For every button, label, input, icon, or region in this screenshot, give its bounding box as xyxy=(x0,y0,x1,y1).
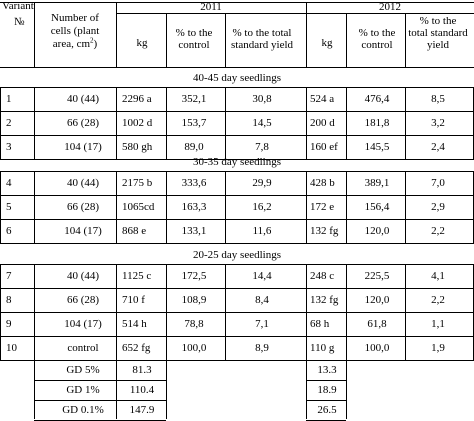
column-divider xyxy=(306,87,307,159)
cell-number-of-cells: 104 (17) xyxy=(64,225,102,237)
cell-pct-standard-2012: 2,9 xyxy=(431,201,445,213)
cell-number-of-cells: 104 (17) xyxy=(64,141,102,153)
cell-kg-2012: 160 ef xyxy=(310,141,338,153)
cell-kg-2011: 710 f xyxy=(122,294,145,306)
column-divider xyxy=(116,264,117,360)
cell-pct-standard-2011: 29,9 xyxy=(252,177,272,189)
gd-value-2011: 81.3 xyxy=(132,364,152,376)
cell-kg-2012: 200 d xyxy=(310,117,335,129)
cell-pct-standard-2011: 16,2 xyxy=(252,201,272,213)
header-divider xyxy=(346,13,347,67)
cell-number-of-cells: 40 (44) xyxy=(66,93,100,105)
gd-border xyxy=(166,360,167,419)
cell-pct-control-2011: 89,0 xyxy=(184,141,204,153)
column-divider xyxy=(225,87,226,159)
row-rule xyxy=(0,111,474,112)
gd-border xyxy=(116,360,117,419)
cell-pct-standard-2011: 7,8 xyxy=(255,141,269,153)
cell-variant: 1 xyxy=(6,93,12,105)
cell-variant: 3 xyxy=(6,141,12,153)
column-divider xyxy=(346,171,347,243)
row-border xyxy=(0,87,1,159)
cell-number-of-cells: 104 (17) xyxy=(64,318,102,330)
header-top-rule xyxy=(0,2,474,3)
column-divider xyxy=(225,171,226,243)
cell-kg-2011: 580 gh xyxy=(122,141,153,153)
column-divider xyxy=(405,264,406,360)
header-year-2012: 2012 xyxy=(379,1,401,13)
gd-rule xyxy=(34,380,166,381)
row-rule xyxy=(0,219,474,220)
header-kg-2012: kg xyxy=(321,37,333,49)
cell-variant: 5 xyxy=(6,201,12,213)
gd-border xyxy=(306,360,307,419)
cell-variant: 10 xyxy=(6,342,17,354)
column-divider xyxy=(166,171,167,243)
header-pct-standard-2012: total standard xyxy=(408,27,468,39)
cell-kg-2012: 132 fg xyxy=(310,225,339,237)
row-rule xyxy=(0,195,474,196)
header-divider xyxy=(225,13,226,67)
cell-pct-control-2012: 225,5 xyxy=(364,270,390,282)
header-cells-unit: area, cm xyxy=(52,38,91,50)
cell-variant: 7 xyxy=(6,270,12,282)
header-pct-standard-2012: % to the xyxy=(419,15,457,27)
cell-pct-control-2011: 133,1 xyxy=(181,225,207,237)
cell-pct-control-2011: 163,3 xyxy=(181,201,207,213)
header-divider xyxy=(405,13,406,67)
cell-kg-2012: 110 g xyxy=(310,342,335,354)
column-divider xyxy=(34,171,35,243)
section-top-rule xyxy=(0,171,474,172)
row-border xyxy=(0,171,1,243)
column-divider xyxy=(34,264,35,360)
gd-value-2012: 26.5 xyxy=(317,404,337,416)
cell-pct-standard-2012: 3,2 xyxy=(431,117,445,129)
header-cells-line-3 xyxy=(52,36,98,50)
cell-pct-control-2012: 181,8 xyxy=(364,117,390,129)
column-divider xyxy=(306,264,307,360)
gd-rule xyxy=(306,380,346,381)
cell-pct-control-2012: 61,8 xyxy=(367,318,387,330)
cell-pct-control-2011: 172,5 xyxy=(181,270,207,282)
header-variant: Variant xyxy=(2,0,34,12)
cell-kg-2011: 1002 d xyxy=(122,117,153,129)
cell-pct-control-2011: 333,6 xyxy=(181,177,207,189)
gd-rule xyxy=(34,400,166,401)
column-divider xyxy=(116,171,117,243)
gd-value-2012: 18.9 xyxy=(317,384,337,396)
gd-value-2011: 110.4 xyxy=(129,384,155,396)
header-year-2011: 2011 xyxy=(200,1,222,13)
row-rule xyxy=(0,135,474,136)
column-divider xyxy=(116,87,117,159)
cell-pct-control-2012: 389,1 xyxy=(364,177,390,189)
cell-pct-control-2011: 108,9 xyxy=(181,294,207,306)
header-divider xyxy=(306,2,307,67)
header-pct-standard-2012: yield xyxy=(427,39,449,51)
gd-rule xyxy=(306,400,346,401)
cell-kg-2011: 2175 b xyxy=(122,177,153,189)
header-pct-control-2011: control xyxy=(178,39,210,51)
header-bottom-rule xyxy=(0,67,474,68)
row-rule xyxy=(0,336,474,337)
cell-kg-2011: 652 fg xyxy=(122,342,151,354)
column-divider xyxy=(166,264,167,360)
cell-pct-standard-2011: 14,4 xyxy=(252,270,272,282)
section-top-rule xyxy=(0,264,474,265)
header-variant-number-sign: № xyxy=(14,16,25,28)
row-rule xyxy=(0,312,474,313)
row-rule xyxy=(0,243,474,244)
gd-border xyxy=(34,360,35,419)
cell-variant: 8 xyxy=(6,294,12,306)
header-cells-unit-sup: 2 xyxy=(90,36,94,45)
cell-number-of-cells: control xyxy=(67,342,99,354)
cell-variant: 6 xyxy=(6,225,12,237)
cell-pct-standard-2011: 11,6 xyxy=(252,225,272,237)
row-border xyxy=(0,264,1,360)
column-divider xyxy=(306,171,307,243)
cell-kg-2012: 248 c xyxy=(310,270,335,282)
gd-border xyxy=(346,360,347,419)
cell-kg-2012: 428 b xyxy=(310,177,335,189)
header-pct-control-2012: % to the xyxy=(358,27,396,39)
header-divider xyxy=(116,2,117,67)
cell-number-of-cells: 66 (28) xyxy=(66,294,100,306)
column-divider xyxy=(166,87,167,159)
header-divider xyxy=(166,13,167,67)
cell-pct-standard-2012: 1,1 xyxy=(431,318,445,330)
header-year-rule xyxy=(116,13,474,14)
cell-variant: 4 xyxy=(6,177,12,189)
cell-pct-control-2012: 476,4 xyxy=(364,93,390,105)
cell-pct-control-2011: 100,0 xyxy=(181,342,207,354)
cell-pct-standard-2011: 30,8 xyxy=(252,93,272,105)
header-pct-standard-2011: % to the total xyxy=(232,27,292,39)
cell-kg-2011: 1125 c xyxy=(122,270,152,282)
cell-number-of-cells: 40 (44) xyxy=(66,270,100,282)
row-rule xyxy=(0,288,474,289)
column-divider xyxy=(405,171,406,243)
cell-kg-2011: 868 e xyxy=(122,225,147,237)
header-pct-control-2012: control xyxy=(361,39,393,51)
gd-value-2012: 13.3 xyxy=(317,364,337,376)
column-divider xyxy=(346,264,347,360)
header-pct-control-2011: % to the xyxy=(175,27,213,39)
cell-number-of-cells: 66 (28) xyxy=(66,201,100,213)
header-divider xyxy=(34,2,35,67)
cell-pct-standard-2012: 7,0 xyxy=(431,177,445,189)
cell-kg-2012: 524 a xyxy=(310,93,335,105)
header-pct-standard-2011: standard yield xyxy=(230,39,294,51)
cell-pct-standard-2012: 1,9 xyxy=(431,342,445,354)
cell-pct-standard-2011: 8,9 xyxy=(255,342,269,354)
gd-label: GD 5% xyxy=(66,364,100,376)
section-label: 40-45 day seedlings xyxy=(193,72,281,84)
gd-rule xyxy=(34,360,166,361)
column-divider xyxy=(405,87,406,159)
section-label: 30-35 day seedlings xyxy=(193,156,281,168)
column-divider xyxy=(346,87,347,159)
cell-pct-control-2011: 153,7 xyxy=(181,117,207,129)
cell-pct-control-2012: 120,0 xyxy=(364,294,390,306)
cell-number-of-cells: 66 (28) xyxy=(66,117,100,129)
cell-pct-control-2012: 156,4 xyxy=(364,201,390,213)
cell-kg-2011: 2296 a xyxy=(122,93,152,105)
cell-pct-standard-2012: 8,5 xyxy=(431,93,445,105)
header-cells-unit-close: ) xyxy=(93,38,98,50)
cell-pct-standard-2012: 2,4 xyxy=(431,141,445,153)
gd-label: GD 1% xyxy=(66,384,100,396)
header-cells-line-2: cells (plant xyxy=(50,25,100,37)
gd-rule xyxy=(306,360,346,361)
cell-pct-standard-2011: 8,4 xyxy=(255,294,269,306)
cell-pct-control-2011: 352,1 xyxy=(181,93,207,105)
cell-pct-control-2012: 100,0 xyxy=(364,342,390,354)
cell-kg-2012: 68 h xyxy=(310,318,330,330)
cell-variant: 9 xyxy=(6,318,12,330)
cell-pct-control-2012: 145,5 xyxy=(364,141,390,153)
cell-pct-control-2012: 120,0 xyxy=(364,225,390,237)
cell-kg-2011: 1065cd xyxy=(122,201,155,213)
section-label: 20-25 day seedlings xyxy=(193,249,281,261)
header-kg-2011: kg xyxy=(136,37,148,49)
cell-pct-standard-2011: 14,5 xyxy=(252,117,272,129)
cell-pct-standard-2012: 4,1 xyxy=(431,270,445,282)
cell-kg-2012: 172 e xyxy=(310,201,335,213)
cell-number-of-cells: 40 (44) xyxy=(66,177,100,189)
section-top-rule xyxy=(0,87,474,88)
column-divider xyxy=(225,264,226,360)
gd-label: GD 0.1% xyxy=(62,404,104,416)
cell-variant: 2 xyxy=(6,117,12,129)
cell-kg-2012: 132 fg xyxy=(310,294,339,306)
cell-kg-2011: 514 h xyxy=(122,318,147,330)
cell-pct-standard-2012: 2,2 xyxy=(431,294,445,306)
header-cells-line-1: Number of xyxy=(51,12,99,24)
column-divider xyxy=(34,87,35,159)
cell-pct-control-2011: 78,8 xyxy=(184,318,204,330)
cell-pct-standard-2012: 2,2 xyxy=(431,225,445,237)
cell-pct-standard-2011: 7,1 xyxy=(255,318,269,330)
gd-value-2011: 147.9 xyxy=(129,404,155,416)
